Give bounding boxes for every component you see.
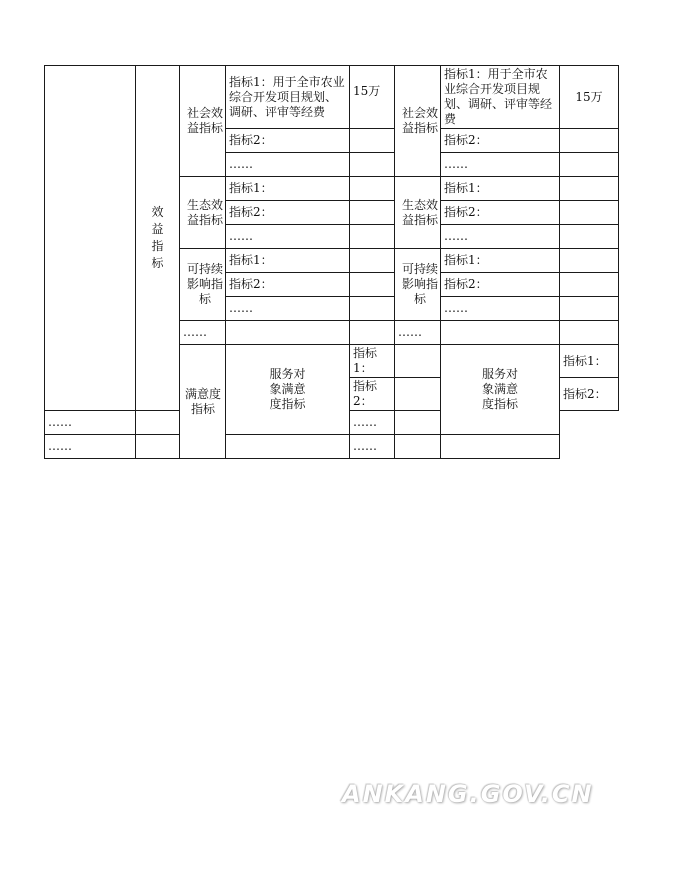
left-cat-more [180,321,226,345]
left-social-val2 [350,129,395,153]
right-social-val2 [560,129,619,153]
left-eco-more [226,225,350,249]
cell-text: …… [229,301,253,315]
table-row [45,435,619,459]
right-sust-ind2 [441,273,560,297]
right-cat-eco-label: 生态效益指标 [401,197,438,227]
right-service-more-val [441,435,560,459]
cell-text: …… [48,415,72,429]
right-sust-ind1 [441,249,560,273]
cell-text: …… [353,415,377,429]
cell-text: …… [353,439,377,453]
left-cat-social-label: 社会效益指标 [186,106,223,135]
left-social-more [226,153,350,177]
section-satisfaction-title [180,345,226,459]
left-cat-more-ind [226,321,350,345]
left-sust-val2 [350,273,395,297]
right-eco-val1 [560,177,619,201]
cell-text: 指标2： [444,205,488,219]
right-sust-val2 [560,273,619,297]
cell-text: 指标1： [229,181,273,195]
cell-text: 指标1： [444,253,488,267]
right-service-ind1 [560,345,619,378]
left-social-ind1-text: 指标1：用于全市农业综合开发项目规划、调研、评审等经费 [229,74,345,119]
cell-text: 指标1： [353,346,378,375]
right-social-ind1 [441,66,560,129]
left-cat-sust-label: 可持续影响指标 [186,262,223,306]
right-social-ind1-text: 指标1：用于全市农业综合开发项目规划、调研、评审等经费 [444,67,553,126]
cell-text: 指标2： [353,379,378,408]
left-service-val3 [136,411,180,435]
scan-mark [86,60,90,63]
left-service-cat-more [45,435,136,459]
right-cat-more [395,321,441,345]
right-cat-more-ind [441,321,560,345]
right-cat-service-label: 服务对象满意度指标 [481,367,518,411]
table-row [45,66,619,129]
right-cat-sust-label: 可持续影响指标 [401,262,438,306]
cell-text: 指标1： [229,253,273,267]
left-social-val3 [350,153,395,177]
left-sust-val3 [350,297,395,321]
cell-text: …… [398,325,422,339]
cell-text: …… [444,229,468,243]
left-eco-val3 [350,225,395,249]
right-social-more [441,153,560,177]
left-social-val1-text: 15万 [353,84,381,98]
cell-text: …… [444,301,468,315]
section-benefit-label: 效益指标 [151,205,164,270]
left-sust-val1 [350,249,395,273]
cell-text: 指标2： [229,133,273,147]
right-sust-val1 [560,249,619,273]
right-eco-ind1 [441,177,560,201]
cell-text: 指标1： [563,353,607,368]
right-social-val3 [560,153,619,177]
right-cat-sust [395,249,441,321]
left-cat-sust [180,249,226,321]
left-service-more-ind [136,435,180,459]
left-eco-val1 [350,177,395,201]
left-social-val1 [350,66,395,129]
right-service-ind2 [560,378,619,411]
left-sust-ind1 [226,249,350,273]
left-sust-ind2 [226,273,350,297]
left-cat-social [180,66,226,177]
cell-text: …… [183,325,207,339]
right-service-more [350,411,395,435]
right-cat-more-val [560,321,619,345]
left-service-val1 [395,345,441,378]
right-sust-more [441,297,560,321]
cell-text: 指标2： [229,205,273,219]
cell-text: …… [444,157,468,171]
left-service-more-val [226,435,350,459]
right-eco-val3 [560,225,619,249]
right-service-val3 [395,411,441,435]
right-social-val1-text: 15万 [575,89,603,104]
right-cat-eco [395,177,441,249]
performance-indicator-table [44,65,619,459]
cell-text: 指标1： [444,181,488,195]
right-cat-social [395,66,441,177]
left-eco-ind2 [226,201,350,225]
left-eco-val2 [350,201,395,225]
right-service-more-ind [395,435,441,459]
cell-text: 指标2： [229,277,273,291]
cell-text: 指标2： [563,386,607,401]
left-sust-more [226,297,350,321]
left-eco-ind1 [226,177,350,201]
left-service-ind2 [350,378,395,411]
cell-text: …… [229,229,253,243]
left-cat-eco-label: 生态效益指标 [186,197,223,227]
left-cat-eco [180,177,226,249]
cell-text: …… [48,439,72,453]
right-eco-val2 [560,201,619,225]
cell-text: …… [229,157,253,171]
right-social-val1 [560,66,619,129]
left-social-ind1 [226,66,350,129]
right-cat-service [441,345,560,435]
cell-text: 指标2： [444,277,488,291]
right-social-ind2 [441,129,560,153]
right-sust-val3 [560,297,619,321]
section-satisfaction-label: 满意度指标 [184,386,221,416]
right-service-cat-more [350,435,395,459]
outer-blank-cell [45,66,136,411]
right-eco-more [441,225,560,249]
left-cat-service-label: 服务对象满意度指标 [269,367,306,411]
cell-text: 指标2： [444,133,488,147]
left-cat-more-val [350,321,395,345]
right-eco-ind2 [441,201,560,225]
section-benefit-title [136,66,180,411]
left-cat-service [226,345,350,435]
left-service-ind1 [350,345,395,378]
left-service-val2 [395,378,441,411]
site-watermark: ANKANG.GOV.CN [342,780,594,808]
left-service-more [45,411,136,435]
right-cat-social-label: 社会效益指标 [401,106,438,135]
left-social-ind2 [226,129,350,153]
